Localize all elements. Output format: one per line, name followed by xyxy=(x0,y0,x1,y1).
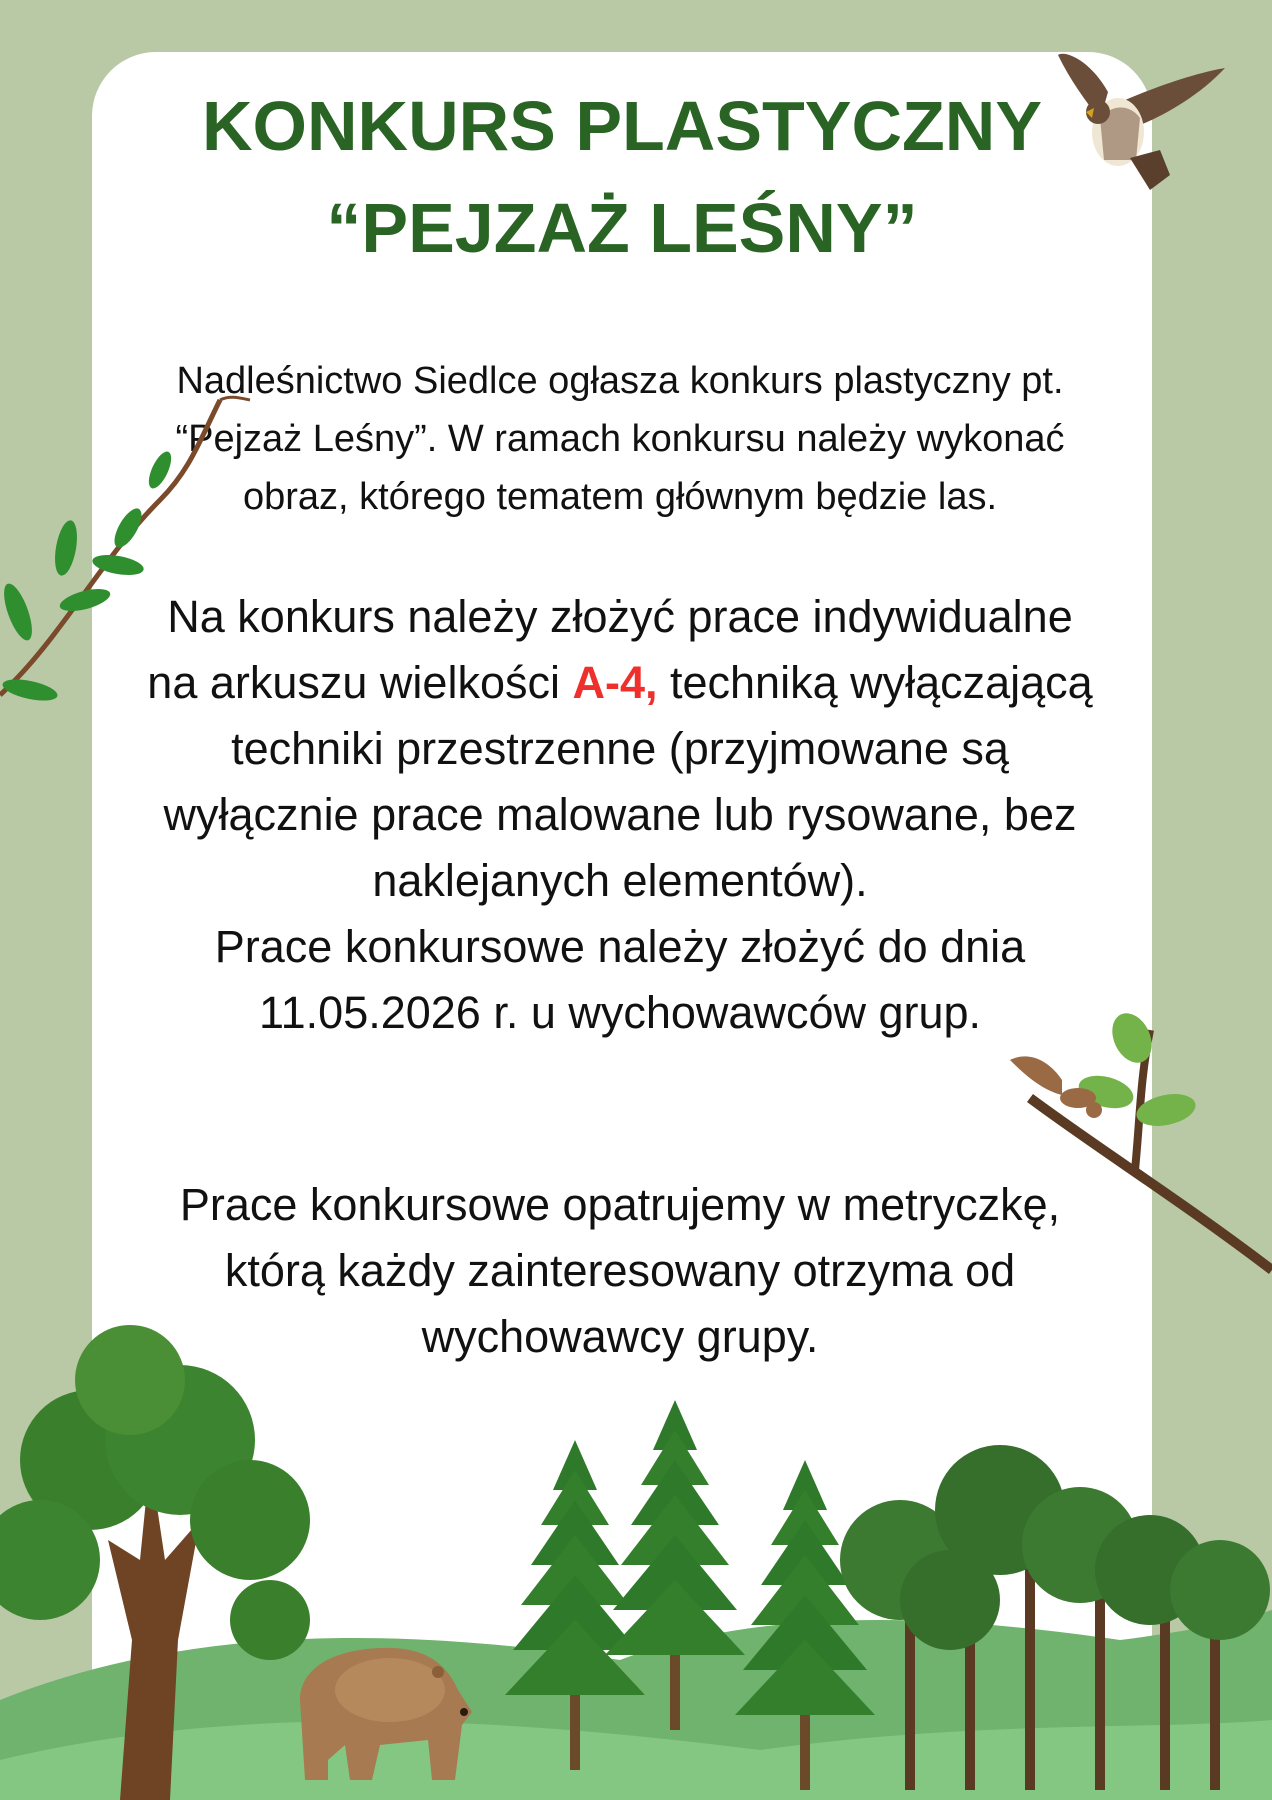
format-highlight: A-4, xyxy=(572,657,658,708)
closing-line: wychowawcy grupy. xyxy=(421,1311,819,1362)
rules-line: techniki przestrzenne (przyjmowane są xyxy=(231,723,1009,774)
rules-line: Na konkurs należy złożyć prace indywidualne xyxy=(167,591,1073,642)
deadline-line: Prace konkursowe należy złożyć do dnia xyxy=(214,921,1026,972)
closing-line: którą każdy zainteresowany otrzyma od xyxy=(224,1245,1016,1296)
rules-line: wyłącznie prace malowane lub rysowane, bez xyxy=(163,789,1077,840)
eagle-icon xyxy=(1058,54,1225,190)
squirrel-branch-icon xyxy=(1010,1007,1272,1270)
intro-line: “Pejzaż Leśny”. W ramach konkursu należy wykonać xyxy=(175,418,1065,460)
deadline-date: 11.05.2026 r. u wychowawców grup. xyxy=(258,987,982,1038)
title-line-1: KONKURS PLASTYCZNY xyxy=(201,87,1043,165)
intro-line: Nadleśnictwo Siedlce ogłasza konkurs plastyczny pt. xyxy=(176,360,1064,402)
rules-line: naklejanych elementów). xyxy=(372,855,868,906)
rules-line: na arkuszu wielkości xyxy=(147,657,573,708)
intro-line: obraz, którego tematem głównym będzie las. xyxy=(242,476,998,518)
rules-line: techniką wyłączającą xyxy=(657,657,1093,708)
closing-line: Prace konkursowe opatrujemy w metryczkę, xyxy=(179,1179,1061,1230)
title-line-2: “PEJZAŻ LEŚNY” xyxy=(326,189,918,267)
leaf-branch-icon xyxy=(0,397,250,704)
